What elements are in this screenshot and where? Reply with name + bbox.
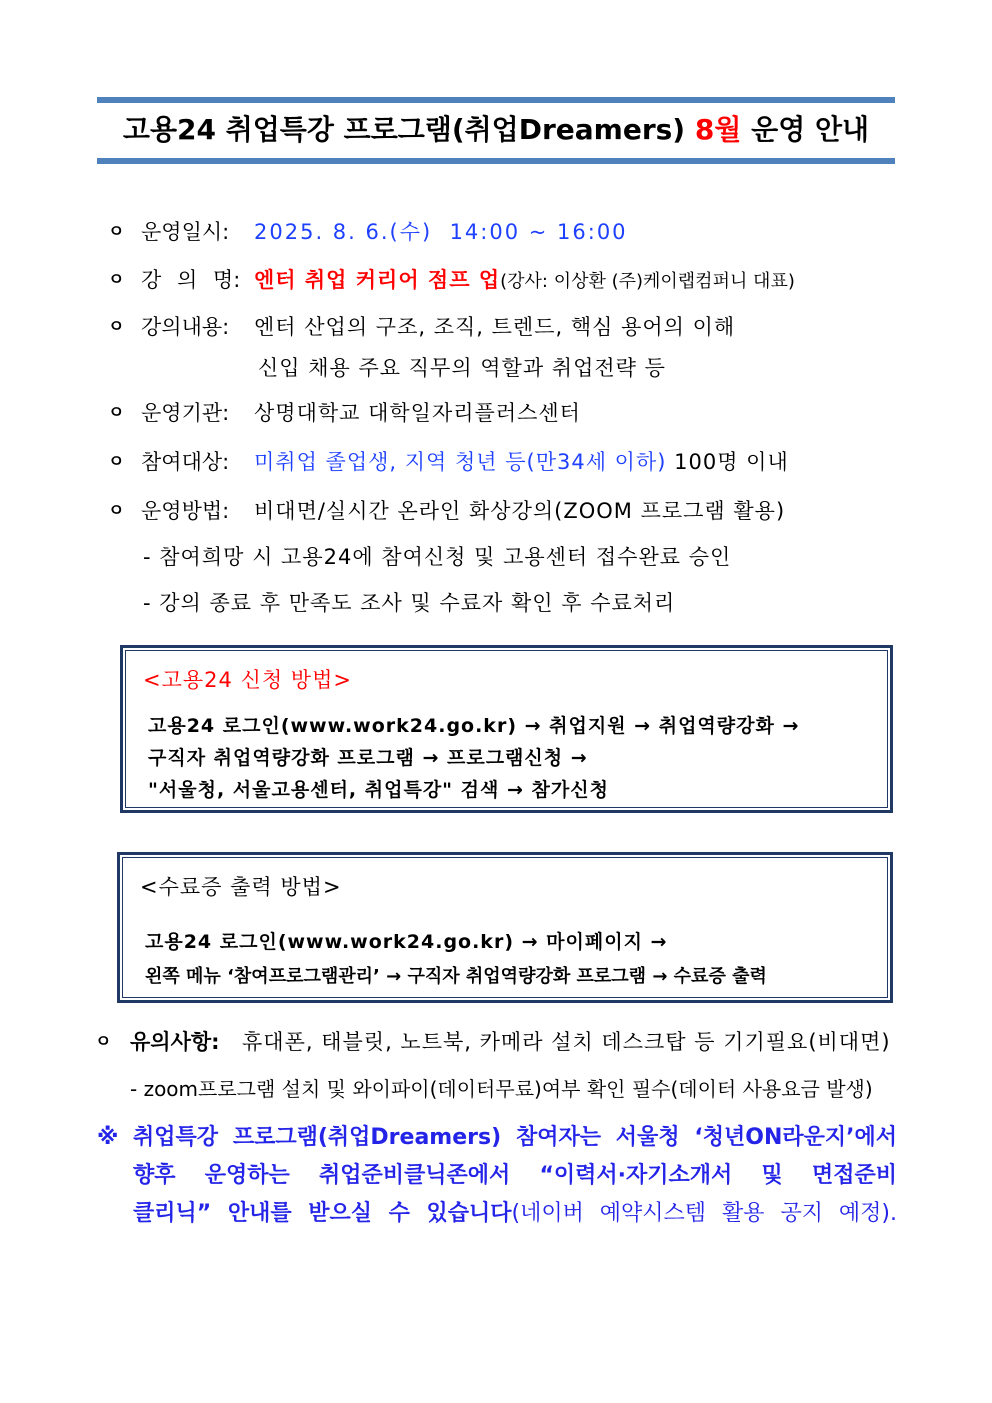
target-row [108, 447, 789, 477]
caution-label: 유의사항: [130, 1030, 220, 1054]
caution-note: - zoom프로그램 설치 및 와이파이(데이터무료)여부 확인 필수(데이터 사용요금 발생) [130, 1077, 873, 1101]
content-line-2: 신입 채용 주요 직무의 역할과 취업전략 등 [258, 356, 666, 380]
bullet: ㅇ [108, 501, 125, 521]
cert-step-line-1: 고용24 로그인(www.work24.go.kr) → 마이페이지 → [145, 931, 668, 953]
method-note-2: - 강의 종료 후 만족도 조사 및 수료자 확인 후 수료처리 [143, 591, 676, 615]
lecture-row [108, 265, 795, 295]
title-month: 8월 [694, 113, 742, 146]
caution-row [95, 1027, 891, 1057]
title-top-rule [97, 97, 895, 103]
cert-box-heading: <수료증 출력 방법> [140, 875, 342, 899]
organizer-row [108, 398, 581, 428]
caution-value: 휴대폰, 태블릿, 노트북, 카메라 설치 데스크탑 등 기기필요(비대면) [242, 1030, 891, 1054]
bullet: ㅇ [108, 270, 125, 290]
schedule-label: 운영일시: [141, 220, 230, 244]
bullet: ㅇ [95, 1032, 112, 1052]
apply-method-box [120, 645, 893, 813]
lecture-title: 엔터 취업 커리어 점프 업 [254, 268, 501, 292]
title-bottom-rule [97, 158, 895, 164]
lecture-instructor: (강사: 이상환 (주)케이랩컴퍼니 대표) [500, 271, 795, 292]
apply-box-heading: <고용24 신청 방법> [143, 668, 352, 692]
content-row [108, 312, 735, 342]
lecture-label: 강 의 명: [141, 268, 241, 292]
schedule-value: 2025. 8. 6.(수) 14:00 ~ 16:00 [254, 220, 628, 244]
bullet: ㅇ [108, 452, 125, 472]
title-main: 고용24 취업특강 프로그램(취업Dreamers) [122, 113, 686, 146]
certificate-method-box [117, 852, 893, 1003]
method-note-1: - 참여희망 시 고용24에 참여신청 및 고용센터 접수완료 승인 [143, 545, 732, 569]
bullet: ㅇ [108, 317, 125, 337]
schedule-row [108, 217, 628, 247]
notice-line-1-text: 취업특강 프로그램(취업Dreamers) 참여자는 서울청 ‘청년ON라운지’에서 [133, 1125, 897, 1150]
notice-line-1 [133, 1123, 897, 1153]
bullet: ㅇ [108, 403, 125, 423]
cert-step-line-2: 왼쪽 메뉴 ‘참여프로그램관리’ → 구직자 취업역량강화 프로그램 → 수료증 출력 [145, 966, 767, 987]
target-capacity: 100명 이내 [674, 450, 789, 474]
apply-step-line-3: "서울청, 서울고용센터, 취업특강" 검색 → 참가신청 [148, 779, 609, 801]
notice-line-3-bold: 클리닉” 안내를 받으실 수 있습니다 [133, 1201, 512, 1226]
bullet: ㅇ [108, 222, 125, 242]
target-highlight: 미취업 졸업생, 지역 청년 등(만34세 이하) [254, 450, 667, 474]
organizer-value: 상명대학교 대학일자리플러스센터 [254, 401, 581, 425]
method-row [108, 496, 785, 526]
apply-step-line-1: 고용24 로그인(www.work24.go.kr) → 취업지원 → 취업역량강화 → [148, 715, 800, 737]
notice-line-3-normal: (네이버 예약시스템 활용 공지 예정). [511, 1201, 897, 1226]
content-line-1: 엔터 산업의 구조, 조직, 트렌드, 핵심 용어의 이해 [254, 315, 736, 339]
notice-line-2-text: 향후 운영하는 취업준비클닉존에서 “이력서·자기소개서 및 면접준비 [133, 1163, 897, 1188]
title-suffix: 운영 안내 [751, 113, 870, 146]
content-label: 강의내용: [141, 315, 230, 339]
apply-step-line-2: 구직자 취업역량강화 프로그램 → 프로그램신청 → [148, 747, 588, 769]
method-label: 운영방법: [141, 499, 230, 523]
page-title [97, 111, 895, 149]
notice-line-3 [133, 1199, 897, 1229]
notice-line-2 [133, 1161, 897, 1191]
method-value: 비대면/실시간 온라인 화상강의(ZOOM 프로그램 활용) [254, 499, 786, 523]
reference-mark: ※ [97, 1125, 119, 1150]
organizer-label: 운영기관: [141, 401, 230, 425]
target-label: 참여대상: [141, 450, 230, 474]
